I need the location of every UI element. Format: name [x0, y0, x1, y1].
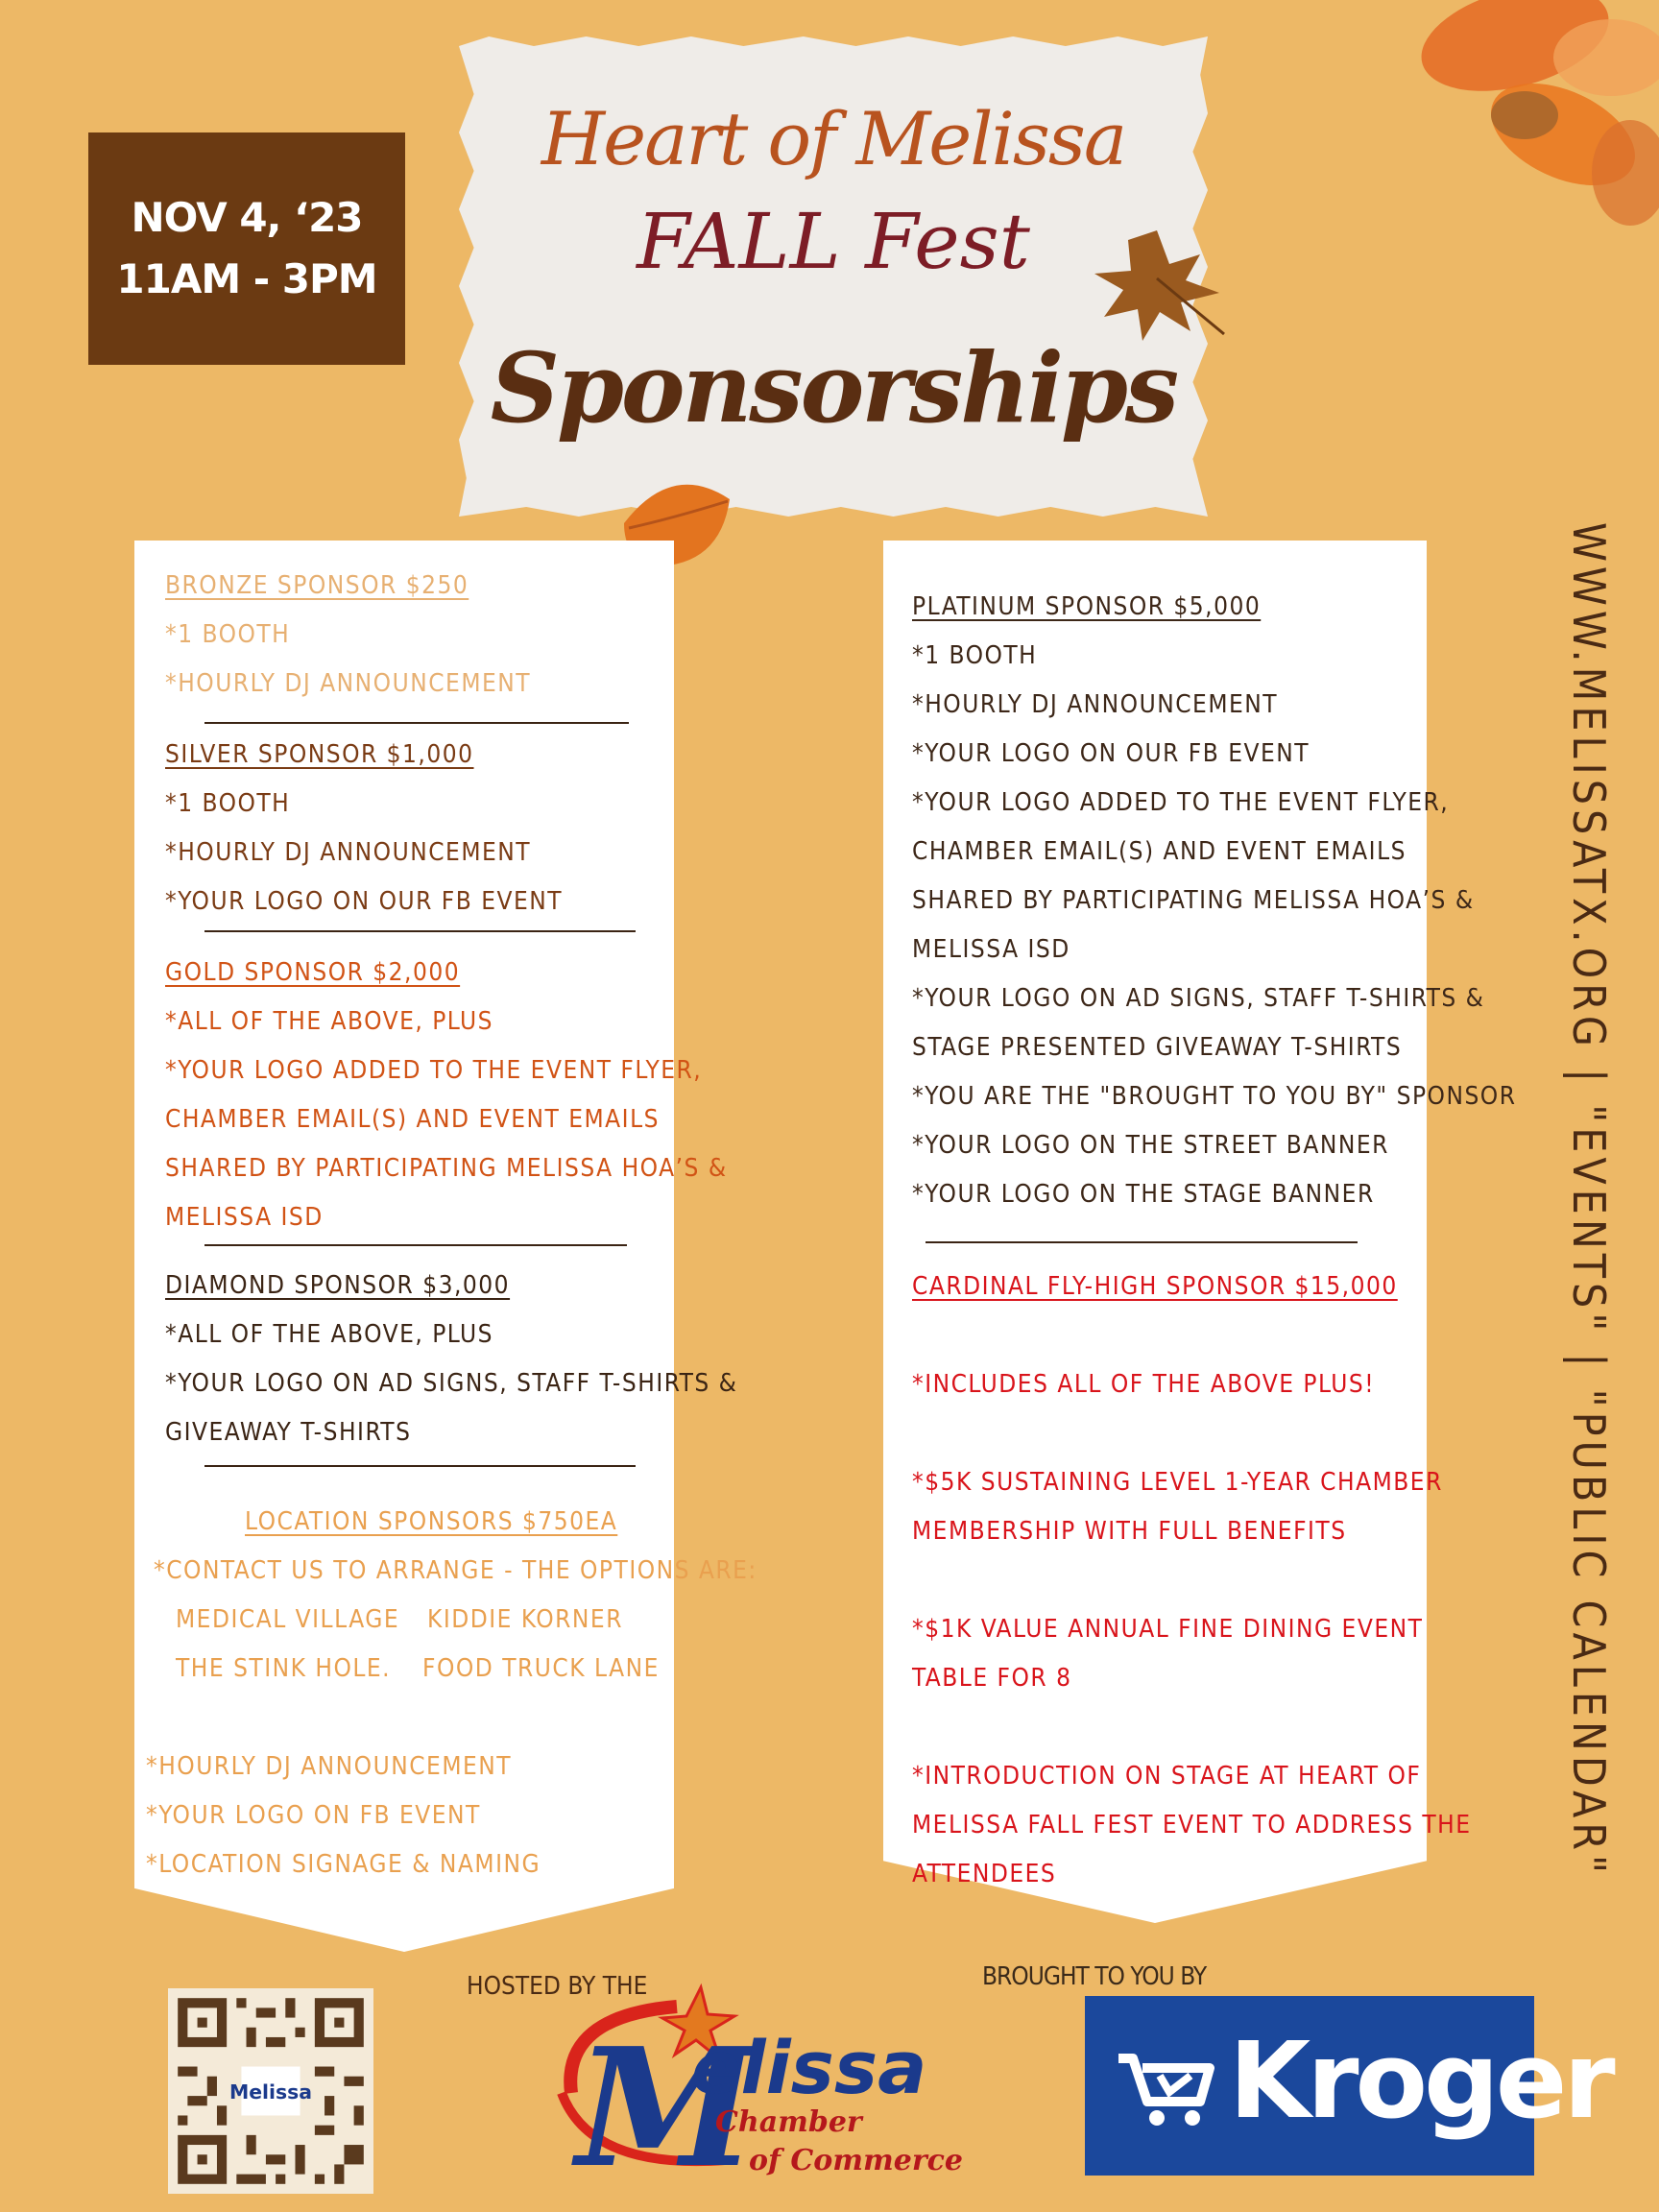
platinum-item: STAGE PRESENTED GIVEAWAY T-SHIRTS [912, 1033, 1403, 1062]
cardinal-heading: CARDINAL FLY-HIGH SPONSOR $15,000 [912, 1272, 1398, 1301]
divider [204, 1244, 627, 1246]
diamond-heading: DIAMOND SPONSOR $3,000 [165, 1271, 511, 1300]
cardinal-item: *INTRODUCTION ON STAGE AT HEART OF [912, 1762, 1422, 1791]
location-option: FOOD TRUCK LANE [422, 1654, 660, 1683]
cardinal-item: TABLE FOR 8 [912, 1664, 1072, 1693]
event-time: 11AM - 3PM [116, 255, 377, 302]
divider [204, 930, 636, 932]
cardinal-item: *INCLUDES ALL OF THE ABOVE PLUS! [912, 1370, 1376, 1399]
kroger-logo[interactable] [1085, 1996, 1612, 2176]
divider [204, 1465, 636, 1467]
location-item: *HOURLY DJ ANNOUNCEMENT [146, 1752, 513, 1781]
diamond-item: GIVEAWAY T-SHIRTS [165, 1418, 412, 1447]
kroger-logo-text: Kroger [1229, 2019, 1612, 2142]
platinum-item: *YOUR LOGO ADDED TO THE EVENT FLYER, [912, 788, 1450, 817]
cardinal-item: MELISSA FALL FEST EVENT TO ADDRESS THE [912, 1811, 1472, 1839]
gold-item: CHAMBER EMAIL(S) AND EVENT EMAILS [165, 1105, 660, 1134]
title-fall-fest: FALL Fest [637, 197, 1030, 286]
chamber-logo-line2: Chamber [715, 2105, 862, 2139]
location-heading: LOCATION SPONSORS $750EA [245, 1507, 618, 1536]
cardinal-item: MEMBERSHIP WITH FULL BENEFITS [912, 1517, 1347, 1546]
platinum-item: *YOU ARE THE "BROUGHT TO YOU BY" SPONSOR [912, 1082, 1517, 1111]
cardinal-item: *$1K VALUE ANNUAL FINE DINING EVENT [912, 1615, 1424, 1644]
platinum-item: *YOUR LOGO ON OUR FB EVENT [912, 739, 1310, 768]
platinum-heading: PLATINUM SPONSOR $5,000 [912, 592, 1262, 621]
bronze-item: *HOURLY DJ ANNOUNCEMENT [165, 669, 532, 698]
qr-logo-text: Melissa [228, 2080, 313, 2104]
platinum-item: CHAMBER EMAIL(S) AND EVENT EMAILS [912, 837, 1407, 866]
event-date: NOV 4, ‘23 [131, 194, 363, 241]
silver-item: *HOURLY DJ ANNOUNCEMENT [165, 838, 532, 867]
platinum-item: *HOURLY DJ ANNOUNCEMENT [912, 690, 1279, 719]
diamond-item: *YOUR LOGO ON AD SIGNS, STAFF T-SHIRTS & [165, 1369, 738, 1398]
cart-icon [1114, 2039, 1219, 2130]
gold-heading: GOLD SPONSOR $2,000 [165, 958, 461, 987]
gold-item: SHARED BY PARTICIPATING MELISSA HOA’S & [165, 1154, 728, 1183]
bronze-item: *1 BOOTH [165, 620, 291, 649]
platinum-item: *YOUR LOGO ON THE STAGE BANNER [912, 1180, 1375, 1209]
location-option: THE STINK HOLE. [176, 1654, 392, 1683]
website-link[interactable]: WWW.MELISSATX.ORG | "EVENTS" | "PUBLIC CALENDAR" [1563, 521, 1615, 1879]
chamber-logo-line3: of Commerce [749, 2144, 963, 2177]
platinum-item: *YOUR LOGO ON THE STREET BANNER [912, 1131, 1389, 1160]
silver-heading: SILVER SPONSOR $1,000 [165, 740, 474, 769]
qr-code[interactable] [168, 1988, 373, 2194]
silver-item: *1 BOOTH [165, 789, 291, 818]
bronze-heading: BRONZE SPONSOR $250 [165, 571, 469, 600]
cardinal-item: ATTENDEES [912, 1860, 1057, 1888]
maple-leaf-icon [1085, 221, 1229, 346]
hosted-by-label: HOSTED BY THE [467, 1972, 648, 2001]
diamond-item: *ALL OF THE ABOVE, PLUS [165, 1320, 494, 1349]
silver-item: *YOUR LOGO ON OUR FB EVENT [165, 887, 564, 916]
chamber-logo-m: M [576, 2012, 757, 2204]
cardinal-item: *$5K SUSTAINING LEVEL 1-YEAR CHAMBER [912, 1468, 1443, 1497]
chamber-logo-name: elissa [691, 2025, 927, 2110]
divider [204, 722, 629, 724]
gold-item: *YOUR LOGO ADDED TO THE EVENT FLYER, [165, 1056, 703, 1085]
title-sponsorships: Sponsorships [490, 331, 1177, 445]
location-contact: *CONTACT US TO ARRANGE - THE OPTIONS ARE: [154, 1556, 757, 1585]
title-heart-of-melissa: Heart of Melissa [541, 96, 1126, 181]
melissa-chamber-logo[interactable] [533, 1978, 963, 2204]
event-date-box [88, 132, 405, 365]
gold-item: MELISSA ISD [165, 1203, 324, 1232]
platinum-item: MELISSA ISD [912, 935, 1070, 964]
website-vertical-text[interactable] [1560, 518, 1618, 1882]
divider [926, 1241, 1358, 1243]
gold-item: *ALL OF THE ABOVE, PLUS [165, 1007, 494, 1036]
location-item: *LOCATION SIGNAGE & NAMING [146, 1850, 541, 1879]
location-item: *YOUR LOGO ON FB EVENT [146, 1801, 481, 1830]
platinum-item: *YOUR LOGO ON AD SIGNS, STAFF T-SHIRTS & [912, 984, 1485, 1013]
brought-by-label: BROUGHT TO YOU BY [982, 1962, 1207, 1991]
autumn-leaves-decoration [1371, 0, 1659, 250]
platinum-item: SHARED BY PARTICIPATING MELISSA HOA’S & [912, 886, 1475, 915]
platinum-item: *1 BOOTH [912, 641, 1038, 670]
location-option: KIDDIE KORNER [427, 1605, 623, 1634]
location-option: MEDICAL VILLAGE [176, 1605, 400, 1634]
